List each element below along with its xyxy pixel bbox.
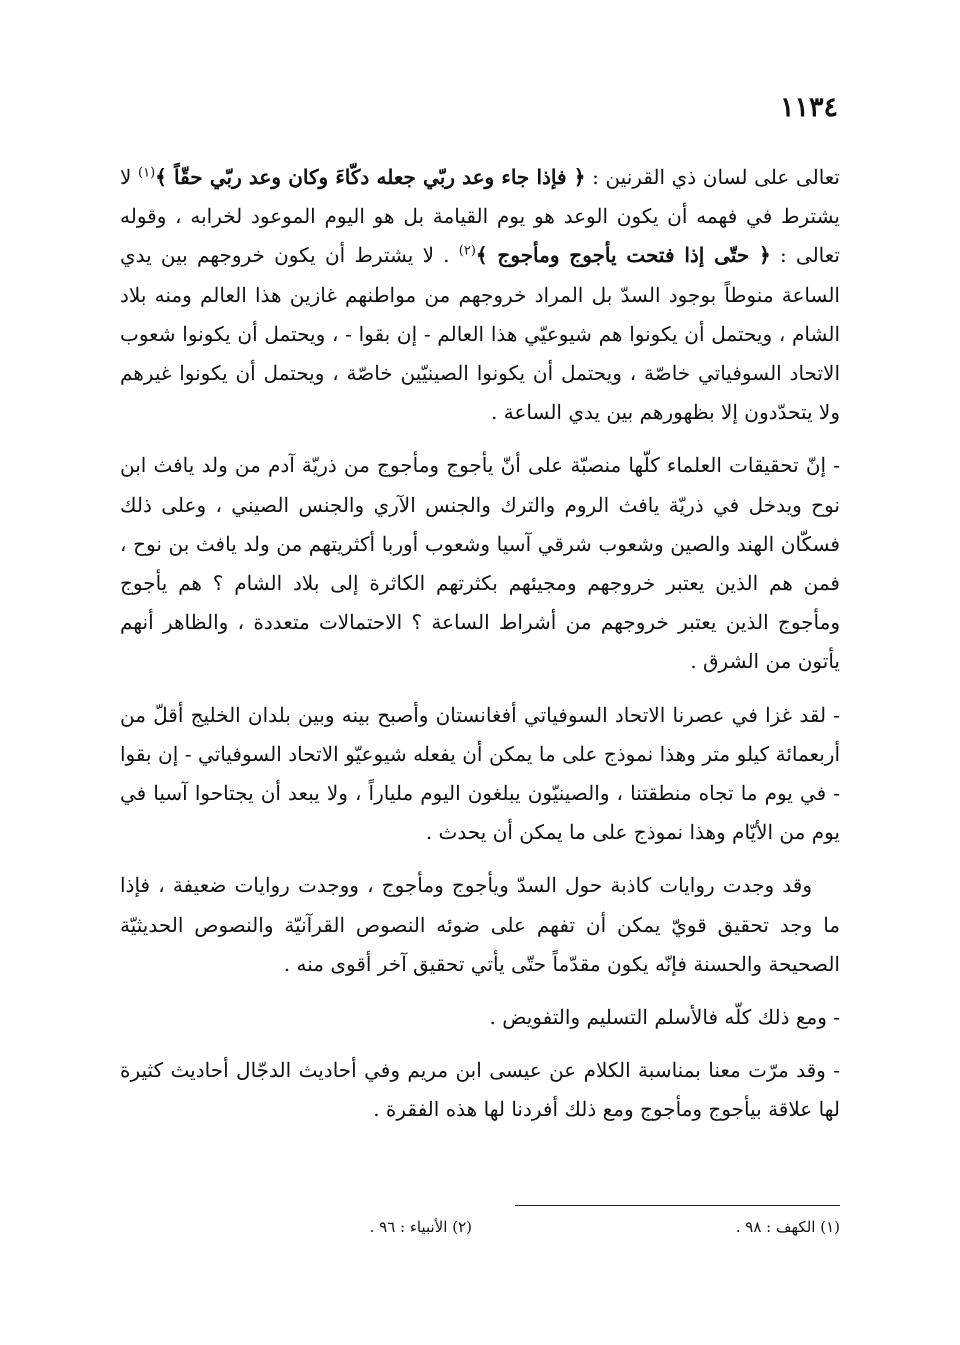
- paragraph-2: - إنّ تحقيقات العلماء كلّها منصبّة على أنّ يأجوج ومأجوج من ذريّة آدم من ولد يافث ابن نوح ويدخل في ذريّة يافث الروم والترك والجنس الآري والجنس الصيني ، وعلى ذلك فسكّان الهند والصين وشعوب شرقي آسيا وشعوب أوربا أكثريتهم من ولد يافث بن نوح ، فمن هم الذين يعتبر خروجهم ومجيئهم بكثرتهم الكاثرة إلى بلاد الشام ؟ هم يأجوج ومأجوج الذين يعتبر خروجهم من أشراط الساعة ؟ الاحتمالات متعددة ، والظاهر أنهم يأتون من الشرق .: [120, 453, 840, 674]
- footnote-separator: [515, 1205, 840, 1206]
- paragraph-6: - وقد مرّت معنا بمناسبة الكلام عن عيسى ابن مريم وفي أحاديث الدجّال أحاديث كثيرة لها علاقة بيأجوج ومأجوج ومع ذلك أفردنا لها هذه الفقرة .: [120, 1058, 840, 1122]
- quran-verse-2: ﴿ حتّى إذا فتحت يأجوج ومأجوج ﴾: [475, 243, 771, 268]
- footnote-ref-2: (٢): [458, 243, 476, 259]
- paragraph-3: - لقد غزا في عصرنا الاتحاد السوفياتي أفغانستان وأصبح بينه وبين بلدان الخليج أقلّ من أربعمائة كيلو متر وهذا نموذج على ما يمكن أن يفعله شيوعيّو الاتحاد السوفياتي - إن بقوا - في يوم ما تجاه منطقتنا ، والصينيّون يبلغون اليوم ملياراً ، ولا يبعد أن يجتاحوا آسيا في يوم من الأيّام وهذا نموذج على ما يمكن أن يحدث .: [120, 702, 840, 845]
- paragraph-1-text-b: لا يشترط في فهمه أن يكون الوعد هو يوم القيامة بل هو اليوم الموعود لخرابه ، وقوله تعالى :: [120, 165, 840, 268]
- paragraph-1-text-a: تعالى على لسان ذي القرنين :: [585, 165, 841, 189]
- quran-verse-1: ﴿ فإذا جاء وعد ربّي جعله دكّاءَ وكان وعد ربّي حقّاً ﴾: [155, 165, 586, 189]
- page-number: ١١٣٤: [779, 92, 838, 123]
- paragraph-4: وقد وجدت روايات كاذبة حول السدّ ويأجوج ومأجوج ، ووجدت روايات ضعيفة ، فإذا ما وجد تحقيق قويّ يمكن أن تفهم على ضوئه النصوص القرآنيّة والنصوص الحديثيّة الصحيحة والحسنة فإنّه يكون مقدّماً حتّى يأتي تحقيق آخر أقوى منه .: [120, 873, 840, 976]
- paragraph-1: [120, 158, 840, 432]
- footnote-1: (١) الكهف : ٩٨ .: [735, 1218, 840, 1236]
- footnote-2: (٢) الأنبياء : ٩٦ .: [369, 1218, 472, 1236]
- paragraph-1-text-c: . لا يشترط أن يكون خروجهم بين يدي الساعة منوطاً بوجود السدّ بل المراد خروجهم من مواطنهم غازين هذا العالم ومنه بلاد الشام ، ويحتمل أن يكونوا هم شيوعيّي هذا العالم - إن بقوا - ، ويحتمل أن يكونوا شعوب الاتحاد السوفياتي خاصّة ، ويحتمل أن يكونوا الصينيّين خاصّة ، ويحتمل أن يكونوا غيرهم ولا يتحدّدون إلا بظهورهم بين يدي الساعة .: [120, 243, 840, 425]
- paragraph-5: - ومع ذلك كلّه فالأسلم التسليم والتفويض .: [489, 1005, 840, 1030]
- body-text: [120, 158, 840, 1144]
- footnote-ref-1: (١): [138, 165, 156, 181]
